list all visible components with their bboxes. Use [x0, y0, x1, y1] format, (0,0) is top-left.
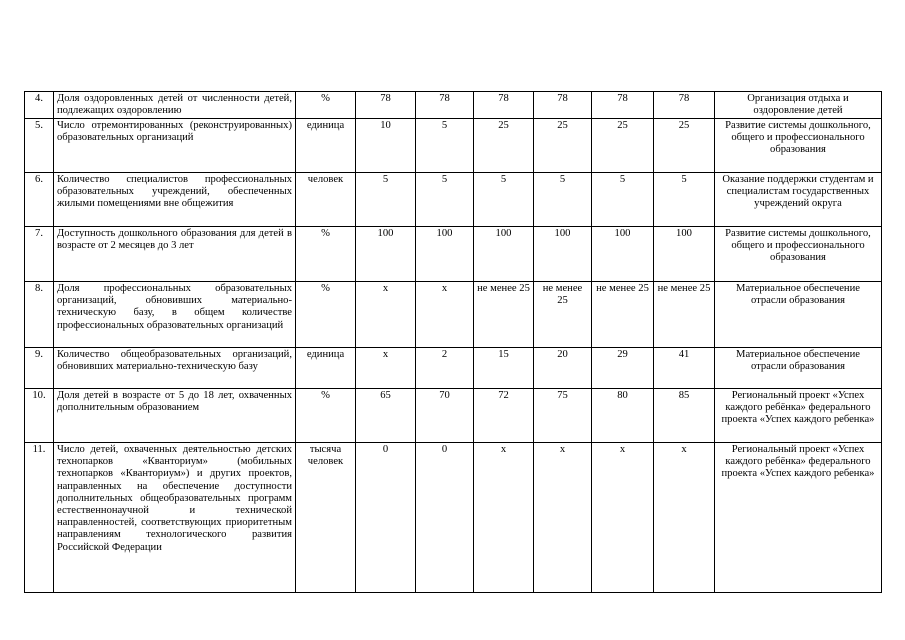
unit-cell: единица	[296, 348, 356, 389]
table-row	[25, 348, 882, 389]
row-number: 6.	[25, 173, 54, 227]
value-cell: 5	[356, 173, 416, 227]
value-cell: 100	[474, 227, 534, 282]
unit-cell: %	[296, 282, 356, 348]
program-cell: Материальное обеспечение отрасли образования	[715, 282, 882, 348]
value-cell: 25	[592, 119, 654, 173]
value-cell: не менее 25	[592, 282, 654, 348]
value-cell: х	[592, 443, 654, 593]
table-row	[25, 389, 882, 443]
table-row	[25, 227, 882, 282]
program-cell: Организация отдыха и оздоровление детей	[715, 92, 882, 119]
value-cell: 85	[654, 389, 715, 443]
value-cell: 100	[534, 227, 592, 282]
value-cell: х	[356, 282, 416, 348]
program-cell: Развитие системы дошкольного, общего и профессионального образования	[715, 119, 882, 173]
value-cell: 70	[416, 389, 474, 443]
value-cell: 5	[654, 173, 715, 227]
table-body	[25, 92, 882, 593]
unit-cell: человек	[296, 173, 356, 227]
value-cell: 65	[356, 389, 416, 443]
value-cell: 5	[474, 173, 534, 227]
value-cell: 78	[356, 92, 416, 119]
value-cell: 78	[416, 92, 474, 119]
value-cell: 5	[592, 173, 654, 227]
value-cell: 100	[592, 227, 654, 282]
row-number: 7.	[25, 227, 54, 282]
row-number: 5.	[25, 119, 54, 173]
indicator-name: Доля детей в возрасте от 5 до 18 лет, охваченных дополнительным образованием	[54, 389, 296, 443]
table-row	[25, 119, 882, 173]
row-number: 4.	[25, 92, 54, 119]
value-cell: 0	[416, 443, 474, 593]
value-cell: не менее 25	[474, 282, 534, 348]
row-number: 11.	[25, 443, 54, 593]
value-cell: 0	[356, 443, 416, 593]
value-cell: 15	[474, 348, 534, 389]
table-row	[25, 443, 882, 593]
indicator-name: Количество специалистов профессиональных образовательных учреждений, обеспеченных жилыми помещениями вне общежития	[54, 173, 296, 227]
value-cell: х	[534, 443, 592, 593]
value-cell: х	[416, 282, 474, 348]
table-row	[25, 173, 882, 227]
value-cell: не менее 25	[654, 282, 715, 348]
unit-cell: %	[296, 389, 356, 443]
table-row	[25, 282, 882, 348]
value-cell: х	[474, 443, 534, 593]
indicator-name: Количество общеобразовательных организаций, обновивших материально-техническую базу	[54, 348, 296, 389]
row-number: 10.	[25, 389, 54, 443]
indicators-table	[24, 91, 882, 593]
value-cell: 100	[654, 227, 715, 282]
unit-cell: %	[296, 92, 356, 119]
value-cell: 72	[474, 389, 534, 443]
indicator-name: Доступность дошкольного образования для детей в возрасте от 2 месяцев до 3 лет	[54, 227, 296, 282]
row-number: 9.	[25, 348, 54, 389]
value-cell: 100	[356, 227, 416, 282]
value-cell: 78	[534, 92, 592, 119]
value-cell: 2	[416, 348, 474, 389]
value-cell: 80	[592, 389, 654, 443]
value-cell: 78	[474, 92, 534, 119]
table-row	[25, 92, 882, 119]
value-cell: 25	[474, 119, 534, 173]
indicator-name: Число детей, охваченных деятельностью детских технопарков «Кванториум» (мобильных технопарков «Кванториум») и других проектов, направленных на обеспечение доступности дополнительных общеобразовательных программ естественнонаучной и технической направленностей, соответствующих приоритетным направлениям технологического развития Российской Федерации	[54, 443, 296, 593]
value-cell: 41	[654, 348, 715, 389]
program-cell: Развитие системы дошкольного, общего и профессионального образования	[715, 227, 882, 282]
value-cell: х	[654, 443, 715, 593]
value-cell: не менее 25	[534, 282, 592, 348]
unit-cell: единица	[296, 119, 356, 173]
value-cell: 5	[534, 173, 592, 227]
indicator-name: Доля профессиональных образовательных организаций, обновивших материально-техническую базу, в общем количестве профессиональных образовательных организаций	[54, 282, 296, 348]
program-cell: Региональный проект «Успех каждого ребёнка» федерального проекта «Успех каждого ребенка»	[715, 389, 882, 443]
value-cell: 20	[534, 348, 592, 389]
value-cell: 78	[592, 92, 654, 119]
program-cell: Оказание поддержки студентам и специалистам государственных учреждений округа	[715, 173, 882, 227]
value-cell: х	[356, 348, 416, 389]
row-number: 8.	[25, 282, 54, 348]
unit-cell: тысяча человек	[296, 443, 356, 593]
value-cell: 29	[592, 348, 654, 389]
program-cell: Региональный проект «Успех каждого ребёнка» федерального проекта «Успех каждого ребенка»	[715, 443, 882, 593]
value-cell: 5	[416, 119, 474, 173]
value-cell: 100	[416, 227, 474, 282]
indicator-name: Число отремонтированных (реконструированных) образовательных организаций	[54, 119, 296, 173]
value-cell: 25	[534, 119, 592, 173]
unit-cell: %	[296, 227, 356, 282]
value-cell: 78	[654, 92, 715, 119]
value-cell: 25	[654, 119, 715, 173]
value-cell: 10	[356, 119, 416, 173]
program-cell: Материальное обеспечение отрасли образования	[715, 348, 882, 389]
indicator-name: Доля оздоровленных детей от численности детей, подлежащих оздоровлению	[54, 92, 296, 119]
value-cell: 5	[416, 173, 474, 227]
value-cell: 75	[534, 389, 592, 443]
